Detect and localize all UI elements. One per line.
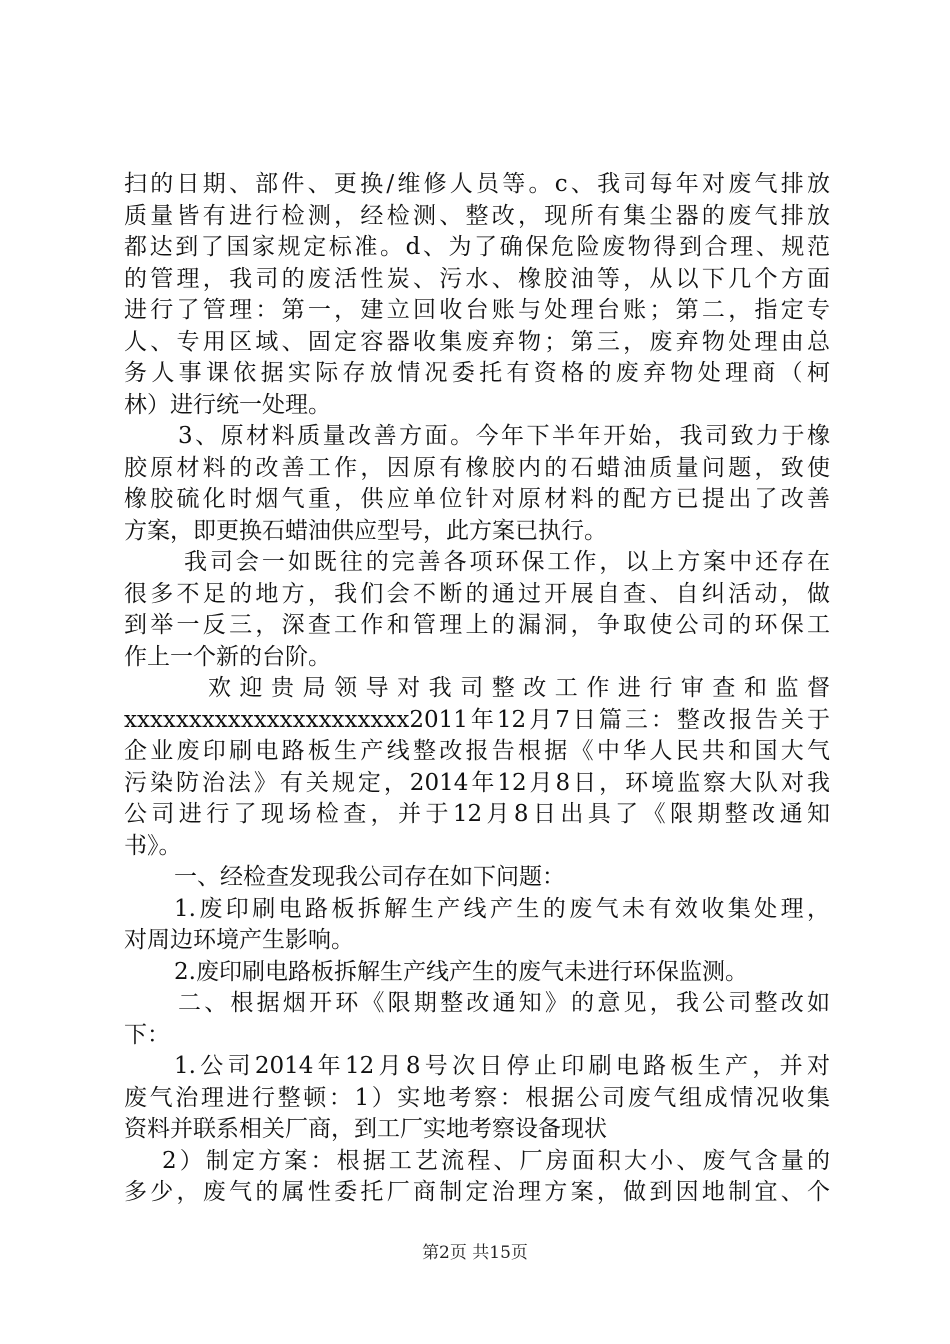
text-line: 务人事课依据实际存放情况委托有资格的废弃物处理商（柯 [124, 360, 830, 386]
text-line: 质量皆有进行检测，经检测、整改，现所有集尘器的废气排放 [124, 202, 830, 229]
text-line: 下： [124, 1021, 170, 1048]
text-line: 到举一反三，深查工作和管理上的漏洞，争取使公司的环保工 [124, 612, 830, 638]
text-line: 1.废印刷电路板拆解生产线产生的废气未有效收集处理， [174, 895, 830, 922]
text-line: xxxxxxxxxxxxxxxxxxxxxx2011年12月7日篇三：整改报告关于 [124, 706, 830, 733]
text-line: 扫的日期、部件、更换/维修人员等。c、我司每年对废气排放 [124, 171, 830, 197]
text-line: 1.公司2014年12月8号次日停止印刷电路板生产，并对 [174, 1053, 830, 1079]
text-line: 污染防治法》有关规定，2014年12月8日，环境监察大队对我 [124, 769, 830, 796]
text-line: 我司会一如既往的完善各项环保工作，以上方案中还存在 [184, 549, 830, 575]
text-line: 书》。 [124, 832, 182, 859]
text-line: 的管理，我司的废活性炭、污水、橡胶油等，从以下几个方面 [124, 265, 830, 292]
text-line: 林）进行统一处理。 [124, 391, 331, 418]
text-line: 资料并联系相关厂商，到工厂实地考察设备现状 [124, 1116, 607, 1142]
document-body [124, 169, 830, 1209]
text-line: 胶原材料的改善工作，因原有橡胶内的石蜡油质量问题，致使 [124, 454, 830, 481]
text-line: 橡胶硫化时烟气重，供应单位针对原材料的配方已提出了改善 [124, 486, 830, 512]
text-line: 都达到了国家规定标准。d、为了确保危险废物得到合理、规范 [124, 234, 830, 260]
text-line: 人、专用区域、固定容器收集废弃物；第三，废弃物处理由总 [124, 328, 830, 355]
text-line: 对周边环境产生影响。 [124, 927, 354, 953]
text-line: 多少，废气的属性委托厂商制定治理方案，做到因地制宜、个 [124, 1179, 830, 1205]
text-line: 很多不足的地方，我们会不断的通过开展自查、自纠活动，做 [124, 580, 830, 607]
text-line: 公司进行了现场检查，并于12月8日出具了《限期整改通知 [124, 801, 830, 827]
text-line: 作上一个新的台阶。 [124, 643, 331, 670]
text-line: 方案，即更换石蜡油供应型号，此方案已执行。 [124, 517, 607, 544]
text-line: 企业废印刷电路板生产线整改报告根据《中华人民共和国大气 [124, 738, 830, 764]
section-heading: 二、根据烟开环《限期整改通知》的意见，我公司整改如 [178, 990, 830, 1016]
text-line: 3、原材料质量改善方面。今年下半年开始，我司致力于橡 [178, 423, 830, 449]
text-line: 2.废印刷电路板拆解生产线产生的废气未进行环保监测。 [174, 958, 748, 985]
text-line: 欢迎贵局领导对我司整改工作进行审查和监督 [208, 675, 830, 701]
text-line: 进行了管理：第一，建立回收台账与处理台账；第二，指定专 [124, 297, 830, 323]
page-number-footer: 第2页 共15页 [422, 1243, 528, 1263]
section-heading: 一、经检查发现我公司存在如下问题： [174, 864, 565, 890]
text-line: 废气治理进行整顿：1）实地考察：根据公司废气组成情况收集 [124, 1084, 830, 1111]
text-line: 2）制定方案：根据工艺流程、厂房面积大小、废气含量的 [162, 1147, 830, 1174]
